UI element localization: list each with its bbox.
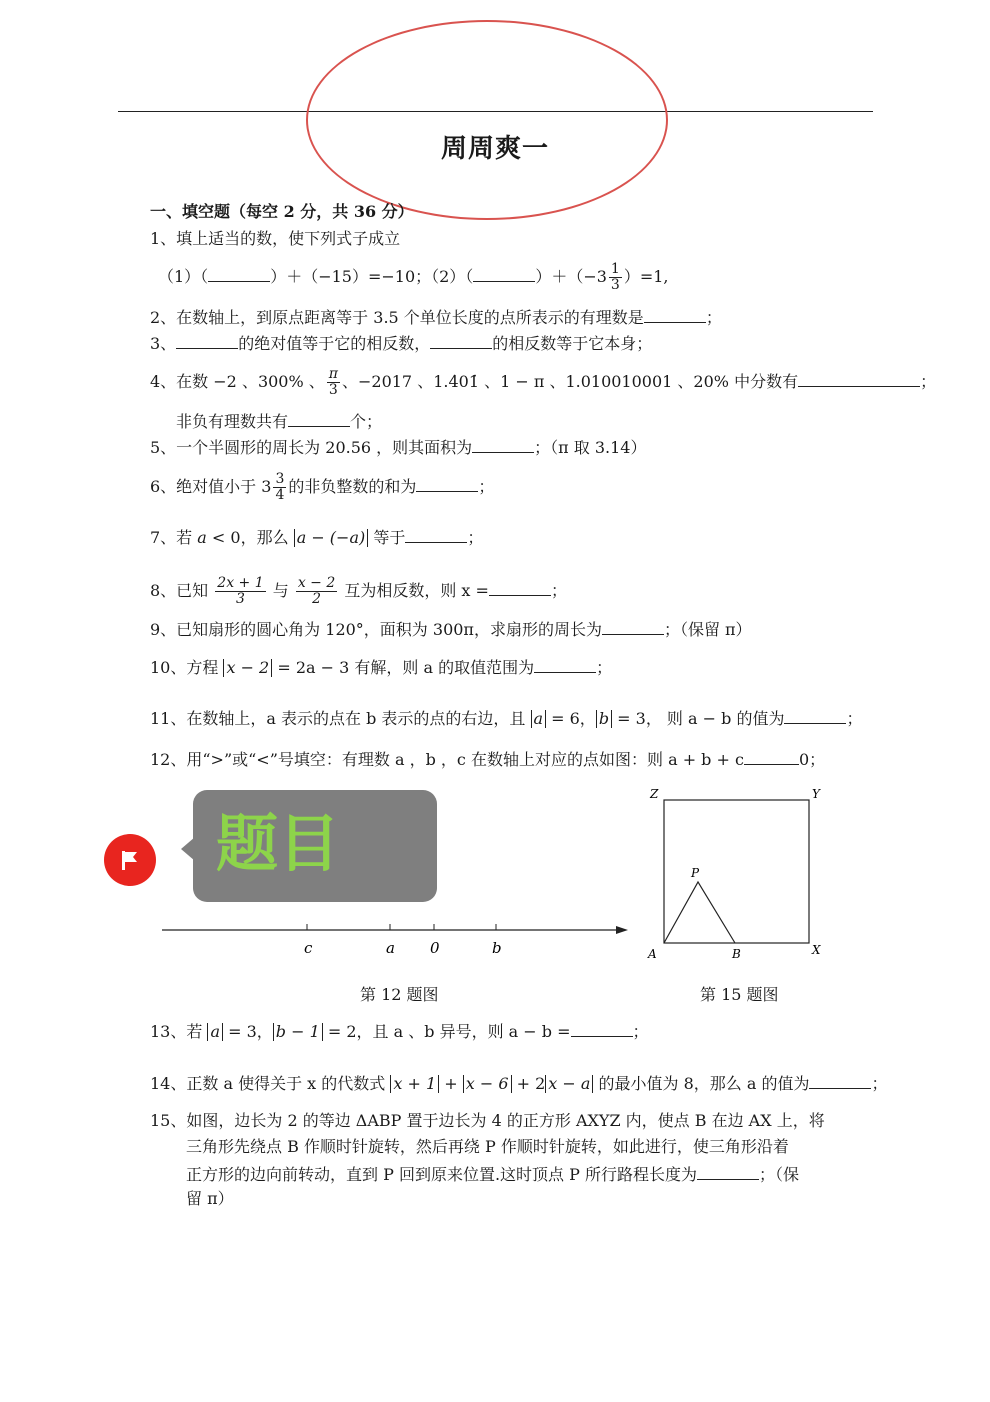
q15-line1: 15、如图，边长为 2 的等边 ΔABP 置于边长为 4 的正方形 AXYZ 内，使点 B 在边 AX 上，将 bbox=[150, 1111, 825, 1130]
q3: 3、 的绝对值等于它的相反数， 的相反数等于它本身； bbox=[150, 334, 653, 353]
q11: 11、在数轴上，a 表示的点在 b 表示的点的右边，且 a = 6， b = 3， 则 a − b 的值为 ； bbox=[150, 709, 863, 728]
answer-blank[interactable] bbox=[288, 410, 350, 427]
figure-15-square bbox=[640, 782, 830, 967]
corner-label-a: A bbox=[648, 947, 657, 961]
q1-text: 1、填上适当的数，使下列式子成立 bbox=[150, 229, 401, 248]
q5: 5、一个半圆形的周长为 20.56 ，则其面积为 ；（π 取 3.14） bbox=[150, 438, 647, 457]
flag-glyph-icon bbox=[117, 847, 143, 873]
answer-blank[interactable] bbox=[416, 475, 478, 492]
vertex-label-p: P bbox=[691, 866, 700, 880]
answer-blank[interactable] bbox=[798, 370, 920, 387]
corner-label-x: X bbox=[812, 943, 821, 957]
q6: 6、绝对值小于 3 $\frac{3}{4}$ 的非负整数的和为 ； bbox=[150, 471, 495, 503]
q14: 14、正数 a 使得关于 x 的代数式 x + 1 + x − 6 + 2 x − a 的最小值为 8，那么 a 的值为 ； bbox=[150, 1074, 888, 1093]
q4-line2: 非负有理数共有 个； bbox=[176, 412, 383, 431]
answer-blank[interactable] bbox=[809, 1072, 871, 1089]
tick-label-b: b bbox=[492, 939, 502, 957]
answer-blank[interactable] bbox=[644, 306, 706, 323]
question-tooltip-label: 题目 bbox=[216, 807, 341, 880]
q7: 7、若 a < 0，那么 a − (−a) 等于 ； bbox=[150, 528, 484, 547]
q2: 2、在数轴上，到原点距离等于 3.5 个单位长度的点所表示的有理数是 ； bbox=[150, 308, 722, 327]
tick-label-a: a bbox=[386, 939, 395, 957]
answer-blank[interactable] bbox=[208, 265, 270, 282]
answer-blank[interactable] bbox=[534, 656, 596, 673]
corner-label-z: Z bbox=[650, 787, 659, 801]
answer-blank[interactable] bbox=[405, 526, 467, 543]
fraction: $\frac{3}{4}$ bbox=[275, 471, 285, 503]
tick-label-c: c bbox=[304, 939, 313, 957]
answer-blank[interactable] bbox=[472, 436, 534, 453]
q13: 13、若 a = 3， b − 1 = 2，且 a 、b 异号，则 a − b = ； bbox=[150, 1022, 649, 1041]
figure-15-caption: 第 15 题图 bbox=[700, 985, 779, 1004]
answer-blank[interactable] bbox=[571, 1020, 633, 1037]
fraction: $\frac{2x + 1}{3}$ bbox=[217, 575, 264, 607]
q12: 12、用“>”或“<”号填空：有理数 a ，b ，c 在数轴上对应的点如图：则 a + b + c 0； bbox=[150, 750, 826, 769]
q4: 4、在数 −2 、300% 、 $\frac{\pi}{3}$ 、−2017 、1.4̇01̇ 、1 − π 、1.010010001 、20% 中分数有 ； bbox=[150, 366, 937, 398]
q15-line3: 正方形的边向前转动，直到 P 回到原来位置.这时顶点 P 所行路程长度为 ；（保 bbox=[186, 1165, 799, 1184]
section-heading: 一、填空题（每空 2 分，共 36 分） bbox=[150, 202, 414, 221]
q8: 8、已知 $\frac{2x + 1}{3}$ 与 $\frac{x - 2}{2}$ 互为相反数，则 x = ； bbox=[150, 575, 567, 607]
red-ellipse-annotation bbox=[306, 20, 668, 220]
fraction: $\frac{x - 2}{2}$ bbox=[297, 575, 336, 607]
page-title: 周周爽一 bbox=[440, 134, 549, 164]
answer-blank[interactable] bbox=[602, 618, 664, 635]
answer-blank[interactable] bbox=[697, 1163, 759, 1180]
answer-blank[interactable] bbox=[430, 332, 492, 349]
q15-line4: 留 π） bbox=[186, 1189, 234, 1208]
q9: 9、已知扇形的圆心角为 120°，面积为 300π，求扇形的周长为 ；（保留 π） bbox=[150, 620, 752, 639]
figure-12-caption: 第 12 题图 bbox=[360, 985, 439, 1004]
figure-12-number-line bbox=[150, 910, 640, 970]
q10: 10、方程 x − 2 = 2a − 3 有解，则 a 的取值范围为 ； bbox=[150, 658, 613, 677]
corner-label-y: Y bbox=[812, 787, 820, 801]
q15-line2: 三角形先绕点 B 作顺时针旋转，然后再绕 P 作顺时针旋转，如此进行，使三角形沿着 bbox=[186, 1137, 789, 1156]
flag-icon[interactable] bbox=[104, 834, 156, 886]
q1-equations: （1）（ ）＋（−15）=−10；（2）（ ）＋（−3 $\frac{1}{3}$ ）=1, bbox=[158, 261, 669, 293]
answer-blank[interactable] bbox=[473, 265, 535, 282]
answer-blank[interactable] bbox=[489, 579, 551, 596]
answer-blank[interactable] bbox=[744, 748, 799, 765]
answer-blank[interactable] bbox=[784, 707, 846, 724]
vertex-label-b: B bbox=[732, 947, 741, 961]
fraction: $\frac{\pi}{3}$ bbox=[328, 366, 338, 398]
fraction: $\frac{1}{3}$ bbox=[610, 261, 620, 293]
answer-blank[interactable] bbox=[176, 332, 238, 349]
tick-label-0: 0 bbox=[430, 939, 440, 957]
